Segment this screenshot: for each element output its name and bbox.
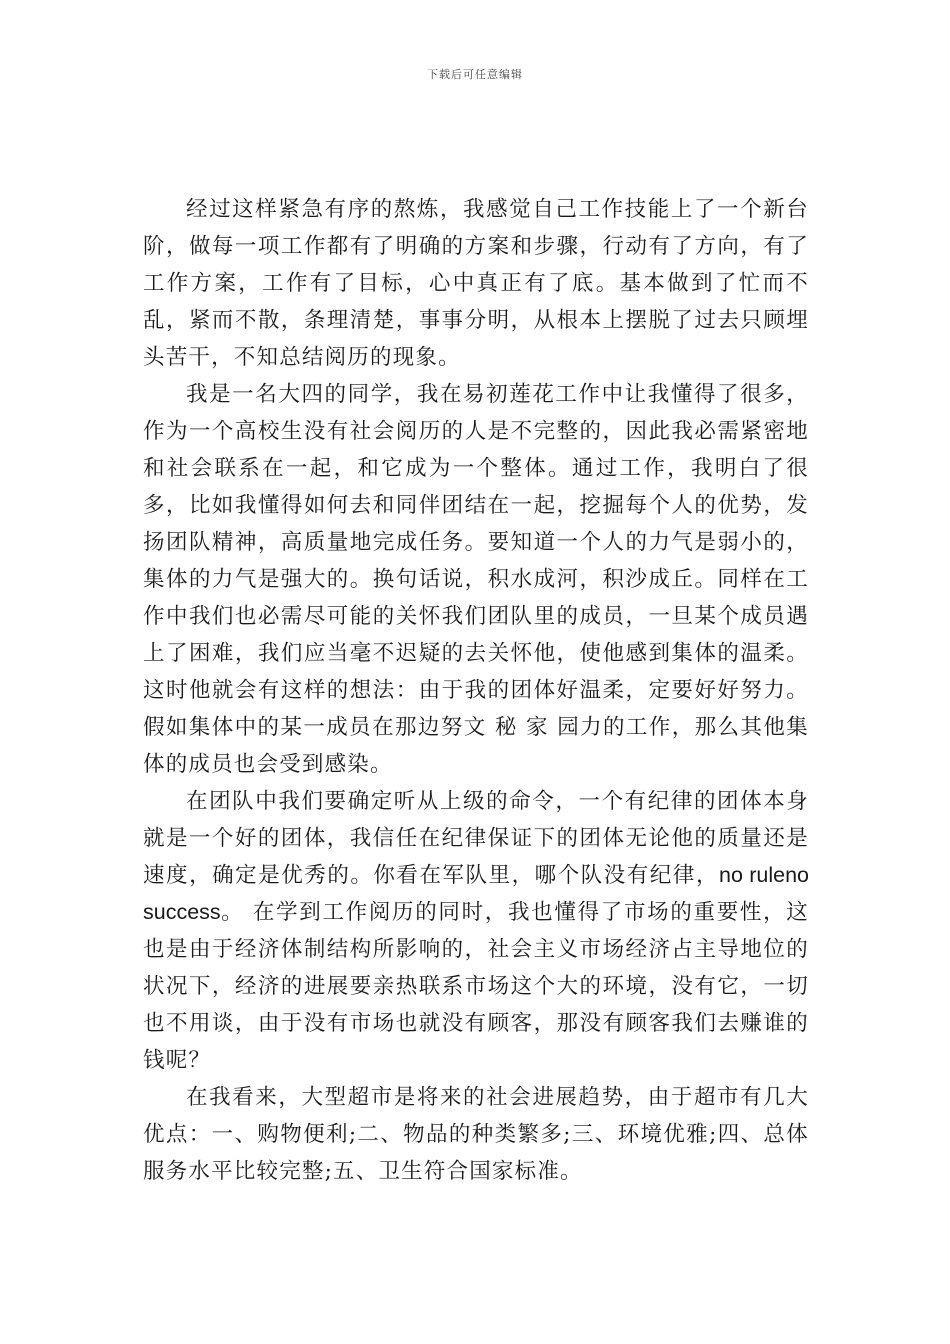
paragraph-2: 我是一名大四的同学，我在易初莲花工作中让我懂得了很多，作为一个高校生没有社会阅历的人是不完整的，因此我必需紧密地和社会联系在一起，和它成为一个整体。通过工作，我明白了很多，比如我懂得如何去和同伴团结在一起，挖掘每个人的优势，发扬团队精神，高质量地完成任务。要知道一个人的力气是弱小的，集体的力气是强大的。换句话说，积水成河，积沙成丘。同样在工作中我们也必需尽可能的关怀我们团队里的成员，一旦某个成员遇上了困难，我们应当毫不迟疑的去关怀他，使他感到集体的温柔。这时他就会有这样的想法：由于我的团体好温柔，定要好好努力。假如集体中的某一成员在那边努文 秘 家 园力的工作，那么其他集体的成员也会受到感染。 (143, 382, 809, 777)
paragraph-3-text-before: 在团队中我们要确定听从上级的命令，一个有纪律的团体本身就是一个好的团体，我信任在纪律保证下的团体无论他的质量还是速度，确定是优秀的。你看在军队里，哪个队没有纪律， (143, 789, 809, 888)
paragraph-4: 在我看来，大型超市是将来的社会进展趋势，由于超市有几大优点：一、购物便利;二、物品的种类繁多;三、环境优雅;四、总体服务水平比较完整;五、卫生符合国家标准。 (143, 1085, 809, 1184)
paragraph-3-text-after: 。 在学到工作阅历的同时，我也懂得了市场的重要性，这也是由于经济体制结构所影响的，社会主义市场经济占主导地位的状况下，经济的进展要亲热联系市场这个大的环境，没有它，一切也不用谈，由于没有市场也就没有顾客，那没有顾客我们去赚谁的钱呢？ (143, 900, 809, 1073)
paragraph-3 (143, 783, 809, 1079)
paragraph-1: 经过这样紧急有序的熬炼，我感觉自己工作技能上了一个新台阶，做每一项工作都有了明确的方案和步骤，行动有了方向，有了工作方案，工作有了目标，心中真正有了底。基本做到了忙而不乱，紧而不散，条理清楚，事事分明，从根本上摆脱了过去只顾埋头苦干，不知总结阅历的现象。 (143, 197, 809, 370)
paragraph-3-latin-phrase: no ruleno success (143, 863, 809, 924)
document-body (143, 191, 809, 1190)
page-header: 下载后可任意编辑 (427, 68, 523, 81)
